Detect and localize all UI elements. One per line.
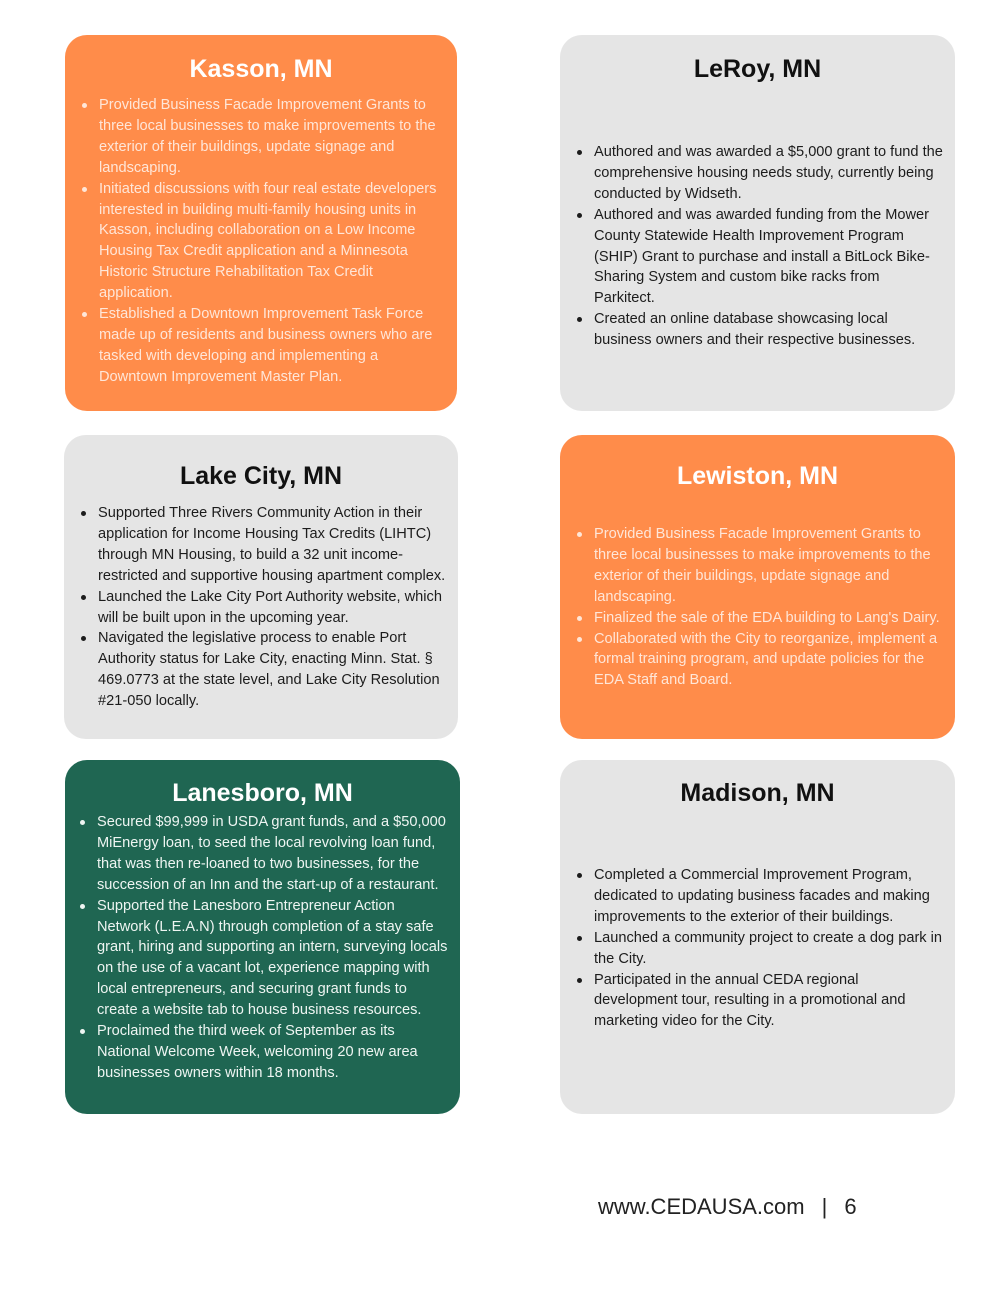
list-item: Navigated the legislative process to enable Port Authority status for Lake City, enacting Minn. Stat. § 469.0773 at the state level, and Lake City Resolution #21-050 locally. [80,628,446,712]
card-title-leroy: LeRoy, MN [693,55,822,83]
list-item: Authored and was awarded funding from the Mower County Statewide Health Improvement Program (SHIP) Grant to purchase and install a BitLock Bike-Sharing System and custom bike racks from Parkitect. [576,205,943,310]
card-title-kasson: Kasson, MN [189,55,333,83]
footer-separator: | [821,1194,828,1219]
page-number: 6 [844,1194,857,1219]
card-title-lanesboro: Lanesboro, MN [172,779,353,807]
list-item: Collaborated with the City to reorganize, implement a formal training program, and update policies for the EDA Staff and Board. [576,629,943,692]
list-item: Provided Business Facade Improvement Grants to three local businesses to make improvements to the exterior of their buildings, update signage and landscaping. [81,95,445,179]
accomplishment-list [77,812,448,1084]
list-item: Completed a Commercial Improvement Program, dedicated to updating business facades and making improvements to the exterior of their buildings. [576,865,943,928]
list-item: Launched the Lake City Port Authority website, which will be built upon in the upcoming year. [80,587,446,629]
list-item: Established a Downtown Improvement Task Force made up of residents and business owners who are tasked with developing and implementing a Downtown Improvement Master Plan. [81,304,445,388]
accomplishment-list [572,142,943,351]
list-item: Provided Business Facade Improvement Grants to three local businesses to make improvements to the exterior of their buildings, update signage and landscaping. [576,524,943,608]
card-title-lake-city: Lake City, MN [179,462,343,490]
card-title-madison: Madison, MN [680,779,835,807]
list-item: Participated in the annual CEDA regional development tour, resulting in a promotional and marketing video for the City. [576,970,943,1033]
list-item: Supported the Lanesboro Entrepreneur Action Network (L.E.A.N) through completion of a stay safe grant, hiring and supporting an intern, surveying locals on the use of a vacant lot, experience mapping with local entrepreneurs, and securing grant funds to create a website tab to house business resources. [79,896,448,1021]
card-kasson [65,35,457,411]
page-footer [598,1194,857,1220]
card-lanesboro [65,760,460,1114]
list-item: Proclaimed the third week of September as its National Welcome Week, welcoming 20 new area businesses owners within 18 months. [79,1021,448,1084]
card-lewiston [560,435,955,739]
accomplishment-list [76,503,446,712]
list-item: Finalized the sale of the EDA building to Lang's Dairy. [576,608,943,629]
card-madison [560,760,955,1114]
list-item: Created an online database showcasing local business owners and their respective businesses. [576,309,943,351]
website-link[interactable]: www.CEDAUSA.com [598,1194,805,1219]
list-item: Authored and was awarded a $5,000 grant to fund the comprehensive housing needs study, currently being conducted by Widseth. [576,142,943,205]
card-lake-city [64,435,458,739]
list-item: Initiated discussions with four real estate developers interested in building multi-family housing units in Kasson, including collaboration on a Low Income Housing Tax Credit application and a Minnesota Historic Structure Rehabilitation Tax Credit application. [81,179,445,304]
accomplishment-list [572,524,943,691]
list-item: Supported Three Rivers Community Action in their application for Income Housing Tax Credits (LIHTC) through MN Housing, to build a 32 unit income-restricted and supportive housing apartment complex. [80,503,446,587]
list-item: Secured $99,999 in USDA grant funds, and a $50,000 MiEnergy loan, to seed the local revolving loan fund, that was then re-loaned to two businesses, for the succession of an Inn and the start-up of a restaurant. [79,812,448,896]
card-leroy [560,35,955,411]
list-item: Launched a community project to create a dog park in the City. [576,928,943,970]
card-title-lewiston: Lewiston, MN [676,462,839,490]
accomplishment-list [77,95,445,388]
accomplishment-list [572,865,943,1032]
